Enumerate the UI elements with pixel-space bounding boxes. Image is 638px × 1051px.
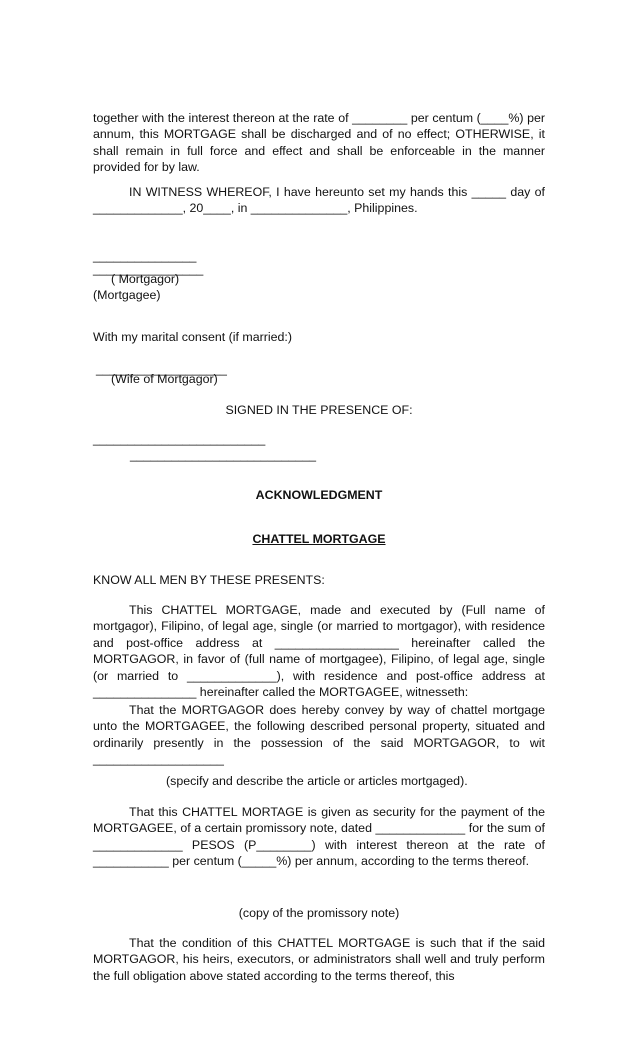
- witness-line-1: _________________________: [93, 432, 266, 446]
- signature-line-1: _______________: [93, 249, 197, 263]
- marital-consent-text: With my marital consent (if married:): [93, 330, 292, 344]
- mortgagor-label: ( Mortgagor): [111, 272, 180, 286]
- wife-signature-line: ___________________: [96, 362, 227, 376]
- copy-promissory-note: (copy of the promissory note): [238, 906, 400, 920]
- mortgagee-label: (Mortgagee): [93, 288, 161, 302]
- specify-articles-note: (specify and describe the article or articles mortgaged).: [166, 774, 468, 788]
- wife-label: (Wife of Mortgagor): [111, 372, 218, 386]
- document-title: CHATTEL MORTGAGE: [252, 532, 386, 546]
- paragraph-interest-discharge: together with the interest thereon at the rate of ________ per centum (____%) per annum, this MORTGAGE shall be discharged and of no effect; OTHERWISE, it shall remain in full force and effect and shall be enforceable in the manner provided for by law.: [93, 111, 545, 175]
- paragraph-security: That this CHATTEL MORTAGE is given as security for the payment of the MORTGAGEE, of a certain promissory note, dated _____________ for the sum of _____________ PESOS (P________) with interest thereon at the rate of ___________ per centum (_____%) per annum, according to the terms thereof.: [93, 805, 545, 869]
- paragraph-chattel-mortgage-parties: This CHATTEL MORTGAGE, made and executed by (Full name of mortgagor), Filipino, of legal age, single (or married to mortgagor), with residence and post-office address at __________________ hereinafter called the MORTGAGOR, in favor of (full name of mortgagee), Filipino, of legal age, single (or married to _____________), with residence and post-office address at _______________ hereinafter called the MORTGAGEE, witnesseth:: [93, 603, 545, 700]
- paragraph-condition: That the condition of this CHATTEL MORTGAGE is such that if the said MORTGAGOR, his heirs, executors, or administrators shall well and truly perform the full obligation above stated according to the terms thereof, this: [93, 936, 545, 983]
- signature-line-2: ________________: [93, 262, 204, 276]
- paragraph-conveyance: That the MORTGAGOR does hereby convey by way of chattel mortgage unto the MORTGAGEE, the following described personal property, situated and ordinarily presently in the possession of the said MORTGAGOR, to wit ___________________: [93, 703, 545, 767]
- witness-line-2: ___________________________: [130, 448, 317, 462]
- paragraph-in-witness: IN WITNESS WHEREOF, I have hereunto set my hands this _____ day of _____________, 20____, in ______________, Philippines.: [93, 185, 545, 216]
- know-all-men: KNOW ALL MEN BY THESE PRESENTS:: [93, 573, 325, 587]
- signed-in-presence: SIGNED IN THE PRESENCE OF:: [225, 403, 413, 417]
- acknowledgment-heading: ACKNOWLEDGMENT: [255, 488, 383, 502]
